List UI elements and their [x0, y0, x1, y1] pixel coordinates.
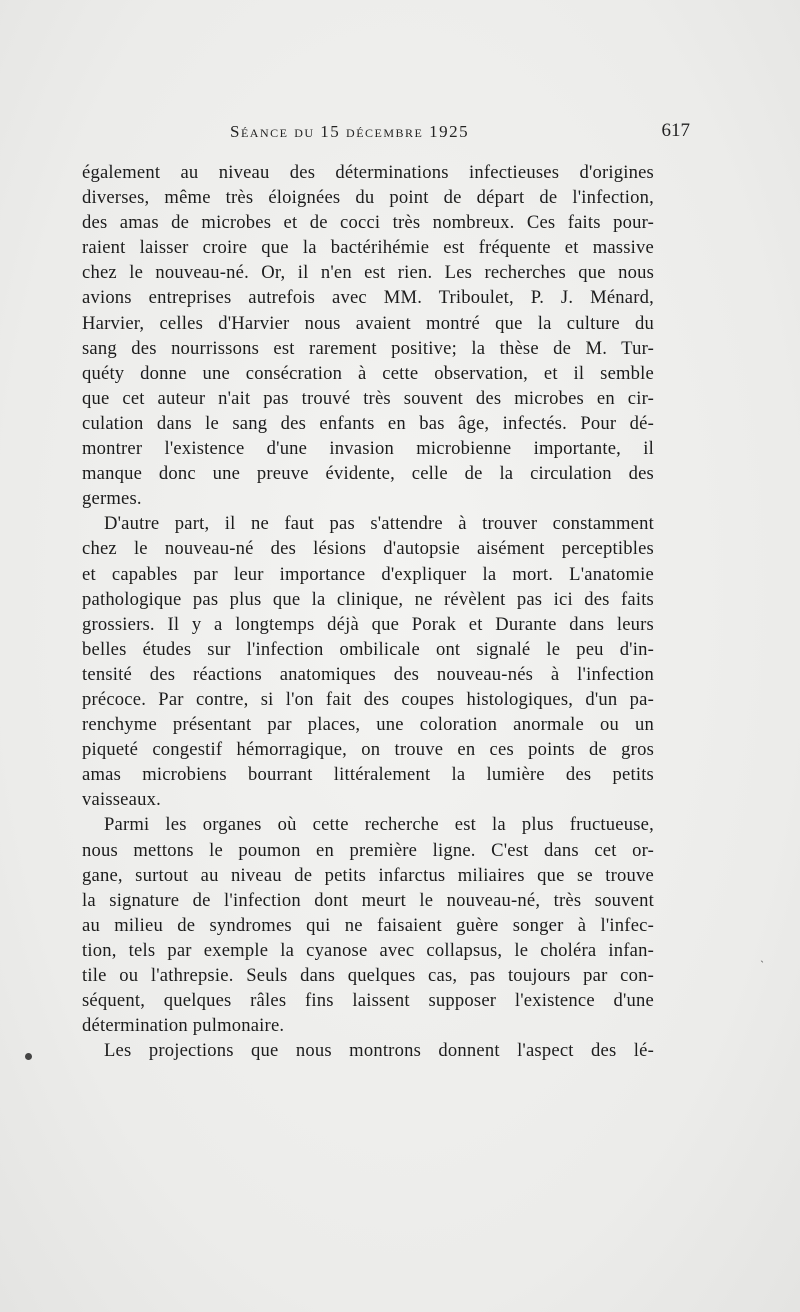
paragraph-4	[82, 1038, 654, 1063]
text-line: pathologique pas plus que la clinique, ne révèlent pas ici des faits	[82, 588, 654, 610]
text-line: culation dans le sang des enfants en bas âge, infectés. Pour dé-	[82, 412, 654, 434]
text-line: Parmi les organes où cette recherche est la plus fructueuse,	[104, 814, 654, 836]
text-line: au milieu de syndromes qui ne faisaient guère songer à l'infec-	[82, 914, 654, 936]
text-line: vaisseaux.	[82, 789, 161, 811]
text-line: montrer l'existence d'une invasion microbienne importante, il	[82, 438, 654, 460]
text-line: D'autre part, il ne faut pas s'attendre à trouver constamment	[104, 513, 654, 535]
text-line: des amas de microbes et de cocci très nombreux. Ces faits pour-	[82, 212, 654, 234]
text-line: tensité des réactions anatomiques des nouveau-nés à l'infection	[82, 663, 654, 685]
running-title: Séance du 15 décembre 1925	[230, 122, 470, 141]
text-line: avions entreprises autrefois avec MM. Triboulet, P. J. Ménard,	[82, 287, 654, 309]
text-line: sang des nourrissons est rarement positive; la thèse de M. Tur-	[82, 337, 654, 359]
text-line: et capables par leur importance d'expliquer la mort. L'anatomie	[82, 563, 654, 585]
text-line: grossiers. Il y a longtemps déjà que Porak et Durante dans leurs	[82, 613, 654, 635]
body-text	[82, 160, 654, 1063]
text-line: tile ou l'athrepsie. Seuls dans quelques cas, pas toujours par con-	[82, 965, 654, 986]
text-line: précoce. Par contre, si l'on fait des coupes histologiques, d'un pa-	[82, 688, 654, 710]
paragraph-1	[82, 160, 654, 511]
page-header	[82, 120, 690, 146]
text-line: manque donc une preuve évidente, celle de la circulation des	[82, 463, 654, 485]
text-line: diverses, même très éloignées du point de départ de l'infection,	[82, 187, 654, 209]
text-line: renchyme présentant par places, une coloration anormale ou un	[82, 714, 654, 736]
text-line: également au niveau des déterminations infectieuses d'origines	[82, 162, 654, 183]
text-line: belles études sur l'infection ombilicale ont signalé le peu d'in-	[82, 638, 654, 660]
text-line: tion, tels par exemple la cyanose avec collapsus, le choléra infan-	[82, 939, 654, 961]
text-line: chez le nouveau-né des lésions d'autopsie aisément perceptibles	[82, 538, 654, 560]
text-line: gane, surtout au niveau de petits infarctus miliaires que se trouve	[82, 864, 654, 886]
text-line: piqueté congestif hémorragique, on trouve en ces points de gros	[82, 739, 654, 761]
text-line: chez le nouveau-né. Or, il n'en est rien. Les recherches que nous	[82, 262, 654, 284]
text-line: nous mettons le poumon en première ligne. C'est dans cet or-	[82, 839, 654, 861]
text-line: Harvier, celles d'Harvier nous avaient montré que la culture du	[82, 312, 654, 334]
text-line: quéty donne une consécration à cette observation, et il semble	[82, 362, 654, 384]
text-line: Les projections que nous montrons donnent l'aspect des lé-	[104, 1040, 654, 1062]
margin-dot-mark	[25, 1053, 32, 1060]
text-line: détermination pulmonaire.	[82, 1015, 285, 1037]
text-line: que cet auteur n'ait pas trouvé très souvent des microbes en cir-	[82, 387, 654, 409]
text-line: séquent, quelques râles fins laissent supposer l'existence d'une	[82, 990, 654, 1012]
text-line: la signature de l'infection dont meurt le nouveau-né, très souvent	[82, 889, 654, 911]
text-line: amas microbiens bourrant littéralement la lumière des petits	[82, 764, 654, 786]
page-number: 617	[661, 120, 690, 141]
paragraph-3	[82, 812, 654, 1038]
paragraph-2	[82, 511, 654, 812]
margin-tick-mark: ˴	[760, 953, 764, 967]
text-line: germes.	[82, 488, 142, 510]
text-line: raient laisser croire que la bactérihémie est fréquente et massive	[82, 237, 654, 259]
